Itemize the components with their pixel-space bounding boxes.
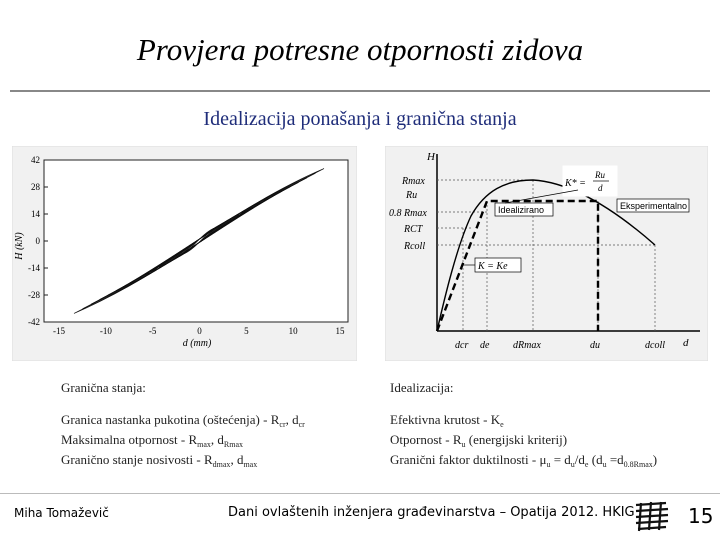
idealization-list	[390, 412, 657, 472]
slide-subtitle: Idealizacija ponašanja i granična stanja	[203, 108, 517, 130]
x-axis-label: d	[683, 337, 689, 349]
x-label-drmax: dRmax	[513, 340, 541, 351]
title-divider	[10, 90, 710, 92]
kstar-num: Ru	[595, 170, 605, 180]
kstar-den: d	[598, 183, 603, 193]
slide-title: Provjera potresne otpornosti zidova	[136, 32, 584, 67]
y-label-rct: RCT	[404, 224, 423, 235]
kstar-lhs: K* =	[565, 178, 586, 189]
x-label-dcr: dcr	[455, 340, 469, 351]
y-label-08rmax: 0.8 Rmax	[389, 208, 427, 219]
text-line: Granični faktor duktilnosti - $\mu_u = d_u/d_e$ $(d_u =d_{0.8Rmax})$	[390, 452, 658, 469]
y-label-rmax: Rmax	[402, 176, 425, 187]
x-label-du: du	[590, 340, 600, 351]
x-tick-label: -5	[148, 326, 157, 336]
y-tick-label: 28	[31, 182, 40, 192]
ke-label: K = Ke	[478, 261, 508, 272]
footer-event: Dani ovlaštenih inženjera građevinarstva – Opatija 2012. HKIG	[228, 505, 635, 520]
right-heading: Idealizacija:	[390, 380, 454, 395]
x-axis-label: d (mm)	[182, 338, 212, 349]
text-line: Efektivna krutost - $K_e$	[390, 412, 504, 429]
y-label-rcoll: Rcoll	[404, 241, 426, 252]
x-tick-label: -10	[99, 326, 112, 336]
footer-divider	[0, 493, 720, 494]
footer-author: Miha Tomaževič	[14, 506, 109, 520]
y-label-ru: Ru	[406, 190, 418, 201]
limit-states-list	[61, 412, 305, 472]
legend-ideal: Idealizirano	[498, 205, 545, 215]
x-tick-label: 10	[288, 326, 298, 336]
y-tick-label: -14	[28, 263, 40, 273]
page-number: 15	[688, 504, 714, 528]
y-tick-label: -42	[28, 317, 40, 327]
y-tick-label: 0	[35, 236, 40, 246]
text-line: Maksimalna otpornost - $R_{max}$, $d_{Rmax}$	[61, 432, 244, 449]
x-tick-label: 0	[197, 326, 202, 336]
legend-exp: Eksperimentalno	[620, 201, 688, 211]
text-line: Granično stanje nosivosti - $R_{dmax}$, $d_{max}$	[61, 452, 258, 469]
y-tick-label: 14	[31, 209, 40, 219]
text-line: Otpornost - $R_u$ (energijski kriterij)	[390, 432, 568, 449]
y-axis-label: H	[427, 151, 435, 163]
left-heading: Granična stanja:	[61, 380, 146, 395]
y-axis-label: H (kN)	[14, 232, 25, 260]
hysteresis-figure	[12, 146, 357, 361]
x-tick-label: 15	[335, 326, 345, 336]
y-tick-label: -28	[28, 290, 40, 300]
x-tick-label: 5	[244, 326, 249, 336]
hkig-logo	[633, 499, 671, 533]
idealization-figure	[385, 146, 708, 361]
x-tick-label: -15	[53, 326, 65, 336]
x-label-de: de	[480, 340, 490, 351]
x-label-dcoll: dcoll	[645, 340, 665, 351]
y-tick-label: 42	[31, 155, 40, 165]
text-line: Granica nastanka pukotina (oštećenja) - $R_{cr}$, $d_{cr}$	[61, 412, 305, 429]
